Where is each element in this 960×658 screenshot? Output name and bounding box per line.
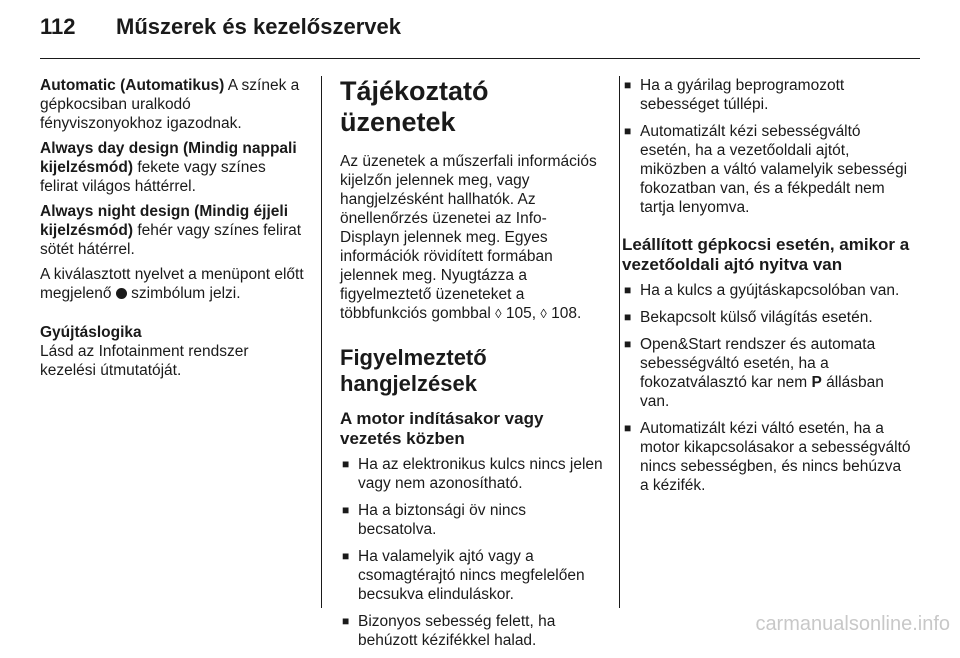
bullet-square-icon: ■	[624, 124, 632, 138]
list-item	[622, 308, 912, 327]
page-header	[40, 14, 401, 44]
list-item	[622, 281, 912, 300]
list-item-text: állásban van.	[640, 374, 884, 410]
ref-separator: ,	[531, 305, 541, 322]
list-item	[340, 547, 606, 604]
page-ref-2: 108	[551, 305, 577, 322]
driving-warnings-list	[340, 455, 606, 650]
speed-warnings-list	[622, 76, 912, 217]
selection-dot-icon	[116, 288, 127, 299]
term-day-design: Always day design (Mindig nappali kijelzésmód)	[40, 140, 297, 176]
list-item-text: Open&Start rendszer és automata sebességváltó esetén, ha a fokozatválasztó kar nem	[640, 336, 876, 391]
column-3	[622, 76, 912, 503]
page-ref-icon: ◊	[540, 306, 547, 321]
column-2	[340, 76, 606, 658]
text-language-post: szimbólum jelzi.	[126, 285, 241, 302]
column-divider-2	[619, 76, 620, 608]
section-title-warning-chimes: Figyelmeztető hangjelzések	[340, 345, 487, 396]
section-title-info-messages: Tájékoztató üzenetek	[340, 76, 489, 137]
bullet-square-icon: ■	[624, 421, 632, 435]
list-item	[622, 122, 912, 217]
list-item-text: Ha valamelyik ajtó vagy a csomagtérajtó nincs megfelelően becsukva elinduláskor.	[358, 548, 585, 603]
text-automatic: A színek a gépkocsiban uralkodó fényviszonyokhoz igazodnak.	[40, 77, 300, 132]
paragraph-night-design	[40, 202, 306, 259]
list-item	[622, 76, 912, 114]
list-item-text: Ha a biztonsági öv nincs becsatolva.	[358, 502, 527, 538]
chapter-title: Műszerek és kezelőszervek	[116, 14, 401, 39]
gear-position-p: P	[811, 374, 822, 391]
paragraph-info-intro	[340, 152, 606, 323]
column-divider-1	[321, 76, 322, 608]
bullet-square-icon: ■	[624, 337, 632, 351]
text-language-pre: A kiválasztott nyelvet a menüpont előtt megjelenő	[40, 266, 304, 302]
paragraph-day-design	[40, 139, 306, 196]
ignition-logic-title: Gyújtáslogika	[40, 324, 142, 341]
page-number: 112	[40, 14, 76, 39]
list-item-text: Ha a kulcs a gyújtáskapcsolóban van.	[640, 282, 900, 299]
bullet-square-icon: ■	[624, 283, 632, 297]
watermark: carmanualsonline.info	[755, 613, 950, 635]
info-intro-text: Az üzenetek a műszerfali információs kijelzőn jelennek meg, vagy hangjelzésként hallhatók. Az önellenőrzés üzenetei az Info-Displayn jelennek meg. Egyes információk rövidített formában jelennek meg. Nyugtázza a figyelmeztető üzeneteket a többfunkciós gombbal	[340, 153, 597, 322]
list-item	[622, 419, 912, 495]
term-automatic: Automatic (Automatikus)	[40, 77, 225, 94]
bullet-square-icon: ■	[342, 457, 350, 471]
text-day-design: fekete vagy színes felirat világos háttérrel.	[40, 159, 266, 195]
subsection-title-driving: A motor indításakor vagy vezetés közben	[340, 409, 544, 448]
paragraph-language	[40, 265, 306, 303]
ref-end: .	[576, 305, 582, 322]
bullet-square-icon: ■	[342, 503, 350, 517]
list-item-text: Bekapcsolt külső világítás esetén.	[640, 309, 873, 326]
paragraph-ignition	[40, 323, 306, 380]
list-item-text: Automatizált kézi sebességváltó esetén, ha a vezetőoldali ajtót, miközben a váltó valamelyik sebességi fokozatban van, és a fékpedált nem tartja lenyomva.	[640, 123, 908, 216]
list-item-text: Ha az elektronikus kulcs nincs jelen vagy nem azonosítható.	[358, 456, 603, 492]
page-ref-icon: ◊	[495, 306, 502, 321]
list-item-text: Bizonyos sebesség felett, ha behúzott kézifékkel halad.	[358, 613, 556, 649]
bullet-square-icon: ■	[342, 614, 350, 628]
paragraph-automatic	[40, 76, 306, 133]
subsection-title-parked: Leállított gépkocsi esetén, amikor a vezetőoldali ajtó nyitva van	[622, 235, 910, 274]
bullet-square-icon: ■	[624, 78, 632, 92]
list-item	[340, 455, 606, 493]
bullet-square-icon: ■	[624, 310, 632, 324]
list-item	[340, 612, 606, 650]
list-item	[340, 501, 606, 539]
list-item-text: Automatizált kézi váltó esetén, ha a motor kikapcsolásakor a sebességváltó nincs sebességben, és nincs behúzva a kézifék.	[640, 420, 911, 494]
header-rule	[40, 58, 920, 59]
term-night-design: Always night design (Mindig éjjeli kijelzésmód)	[40, 203, 289, 239]
bullet-square-icon: ■	[342, 549, 350, 563]
list-item-text: Ha a gyárilag beprogramozott sebességet túllépi.	[640, 77, 845, 113]
column-1	[40, 76, 306, 386]
parked-warnings-list	[622, 281, 912, 495]
text-night-design: fehér vagy színes felirat sötét hátérrel.	[40, 222, 302, 258]
ignition-logic-text: Lásd az Infotainment rendszer kezelési útmutatóját.	[40, 343, 249, 379]
list-item	[622, 335, 912, 411]
page-ref-1: 105	[505, 305, 532, 322]
